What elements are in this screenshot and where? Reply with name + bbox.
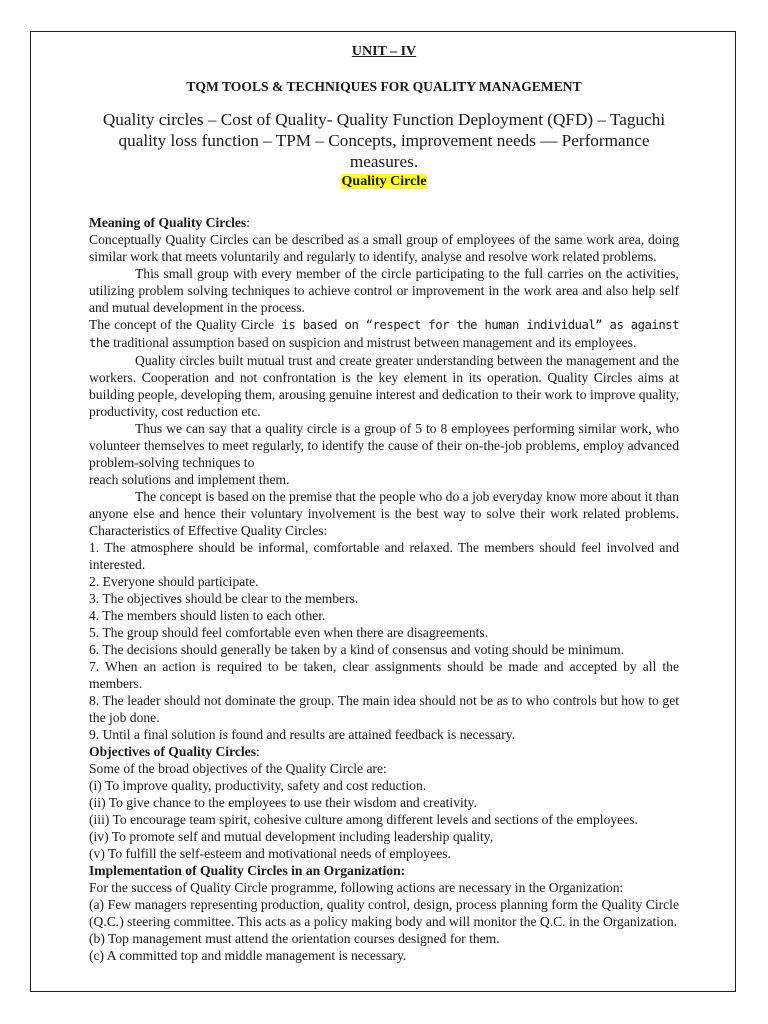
list-item: 7. When an action is required to be taken, clear assignments should be made and accepted by all the members. <box>89 659 679 691</box>
main-title: TQM TOOLS & TECHNIQUES FOR QUALITY MANAGEMENT <box>186 79 582 94</box>
objectives-heading: Objectives of Quality Circles <box>89 744 256 759</box>
list-item: 3. The objectives should be clear to the members. <box>89 591 359 606</box>
meaning-paragraph-1: Conceptually Quality Circles can be described as a small group of employees of the same work area, doing similar work that meets voluntarily and regularly to identify, analyse and resolve work related problems. <box>89 232 679 264</box>
meaning-section <box>89 214 679 539</box>
list-item: (b) Top management must attend the orientation courses designed for them. <box>89 931 500 946</box>
characteristics-list <box>89 539 679 743</box>
objectives-heading-colon: : <box>256 744 260 759</box>
meaning-heading-colon: : <box>246 215 250 230</box>
list-item: 6. The decisions should generally be taken by a kind of consensus and voting should be minimum. <box>89 642 625 657</box>
meaning-paragraph-3 <box>89 316 679 352</box>
list-item: (ii) To give chance to the employees to use their wisdom and creativity. <box>89 795 477 810</box>
list-item: (i) To improve quality, productivity, safety and cost reduction. <box>89 778 427 793</box>
implementation-intro: For the success of Quality Circle programme, following actions are necessary in the Organization: <box>89 880 624 895</box>
list-item: 8. The leader should not dominate the group. The main idea should not be as to who controls but how to get the job done. <box>89 693 679 725</box>
objectives-section <box>89 743 679 862</box>
meaning-p3-part-b: is based on “respect for the human individual” as against the <box>89 318 679 350</box>
list-item: (c) A committed top and middle management is necessary. <box>89 948 407 963</box>
list-item: 5. The group should feel comfortable even when there are disagreements. <box>89 625 489 640</box>
meaning-paragraph-2: This small group with every member of the circle participating to the full carries on the activities, utilizing problem solving techniques to achieve control or improvement in the work area and also help self and mutual development in the process. <box>89 266 679 315</box>
meaning-p3-part-c: traditional assumption based on suspicion and mistrust between management and its employees. <box>109 335 637 350</box>
meaning-heading-line <box>89 214 679 231</box>
list-item: 9. Until a final solution is found and results are attained feedback is necessary. <box>89 727 516 742</box>
topics-line: Quality circles – Cost of Quality- Quality Function Deployment (QFD) – Taguchi quality loss function – TPM – Concepts, improvement needs — Performance measures. <box>102 110 666 171</box>
implementation-heading: Implementation of Quality Circles in an Organization: <box>89 863 406 878</box>
meaning-paragraph-4: Quality circles built mutual trust and create greater understanding between the management and the workers. Cooperation and not confrontation is the key element in its operation. Quality Circles aims at building people, developing them, arousing genuine interest and dedication to their work to improve quality, productivity, cost reduction etc. <box>89 353 679 419</box>
implementation-section <box>89 862 679 964</box>
meaning-heading: Meaning of Quality Circles <box>89 215 247 230</box>
objectives-intro: Some of the broad objectives of the Quality Circle are: <box>89 761 387 776</box>
meaning-p7-text: The concept is based on the premise that the people who do a job everyday know more about it than anyone else and hence their voluntary involvement is the best way to solve their work related problems. <box>89 489 679 521</box>
list-item: 2. Everyone should participate. <box>89 574 259 589</box>
quality-circle-heading: Quality Circle <box>341 174 427 189</box>
meaning-paragraph-7 <box>89 488 679 539</box>
list-item: 4. The members should listen to each other. <box>89 608 326 623</box>
list-item: 1. The atmosphere should be informal, comfortable and relaxed. The members should feel involved and interested. <box>89 540 679 572</box>
characteristics-heading: Characteristics of Effective Quality Circles: <box>89 523 328 538</box>
meaning-paragraph-5: Thus we can say that a quality circle is a group of 5 to 8 employees performing similar work, who volunteer themselves to meet regularly, to identify the cause of their on-the-job problems, employ advanced problem-solving techniques to <box>89 421 679 470</box>
document-content <box>89 43 679 964</box>
objectives-heading-line <box>89 743 679 760</box>
list-item: (v) To fulfill the self-esteem and motivational needs of employees. <box>89 846 451 861</box>
meaning-paragraph-6: reach solutions and implement them. <box>89 472 290 487</box>
meaning-p3-part-a: The concept of the Quality Circle <box>89 317 275 332</box>
list-item: (a) Few managers representing production, quality control, design, process planning form the Quality Circle (Q.C.) steering committee. This acts as a policy making body and will monitor the Q.C. in the Organization. <box>89 897 679 929</box>
quality-circle-heading-wrap <box>89 172 679 190</box>
list-item: (iv) To promote self and mutual development including leadership quality, <box>89 829 494 844</box>
unit-heading: UNIT – IV <box>351 44 417 59</box>
list-item: (iii) To encourage team spirit, cohesive culture among different levels and sections of the employees. <box>89 812 638 827</box>
